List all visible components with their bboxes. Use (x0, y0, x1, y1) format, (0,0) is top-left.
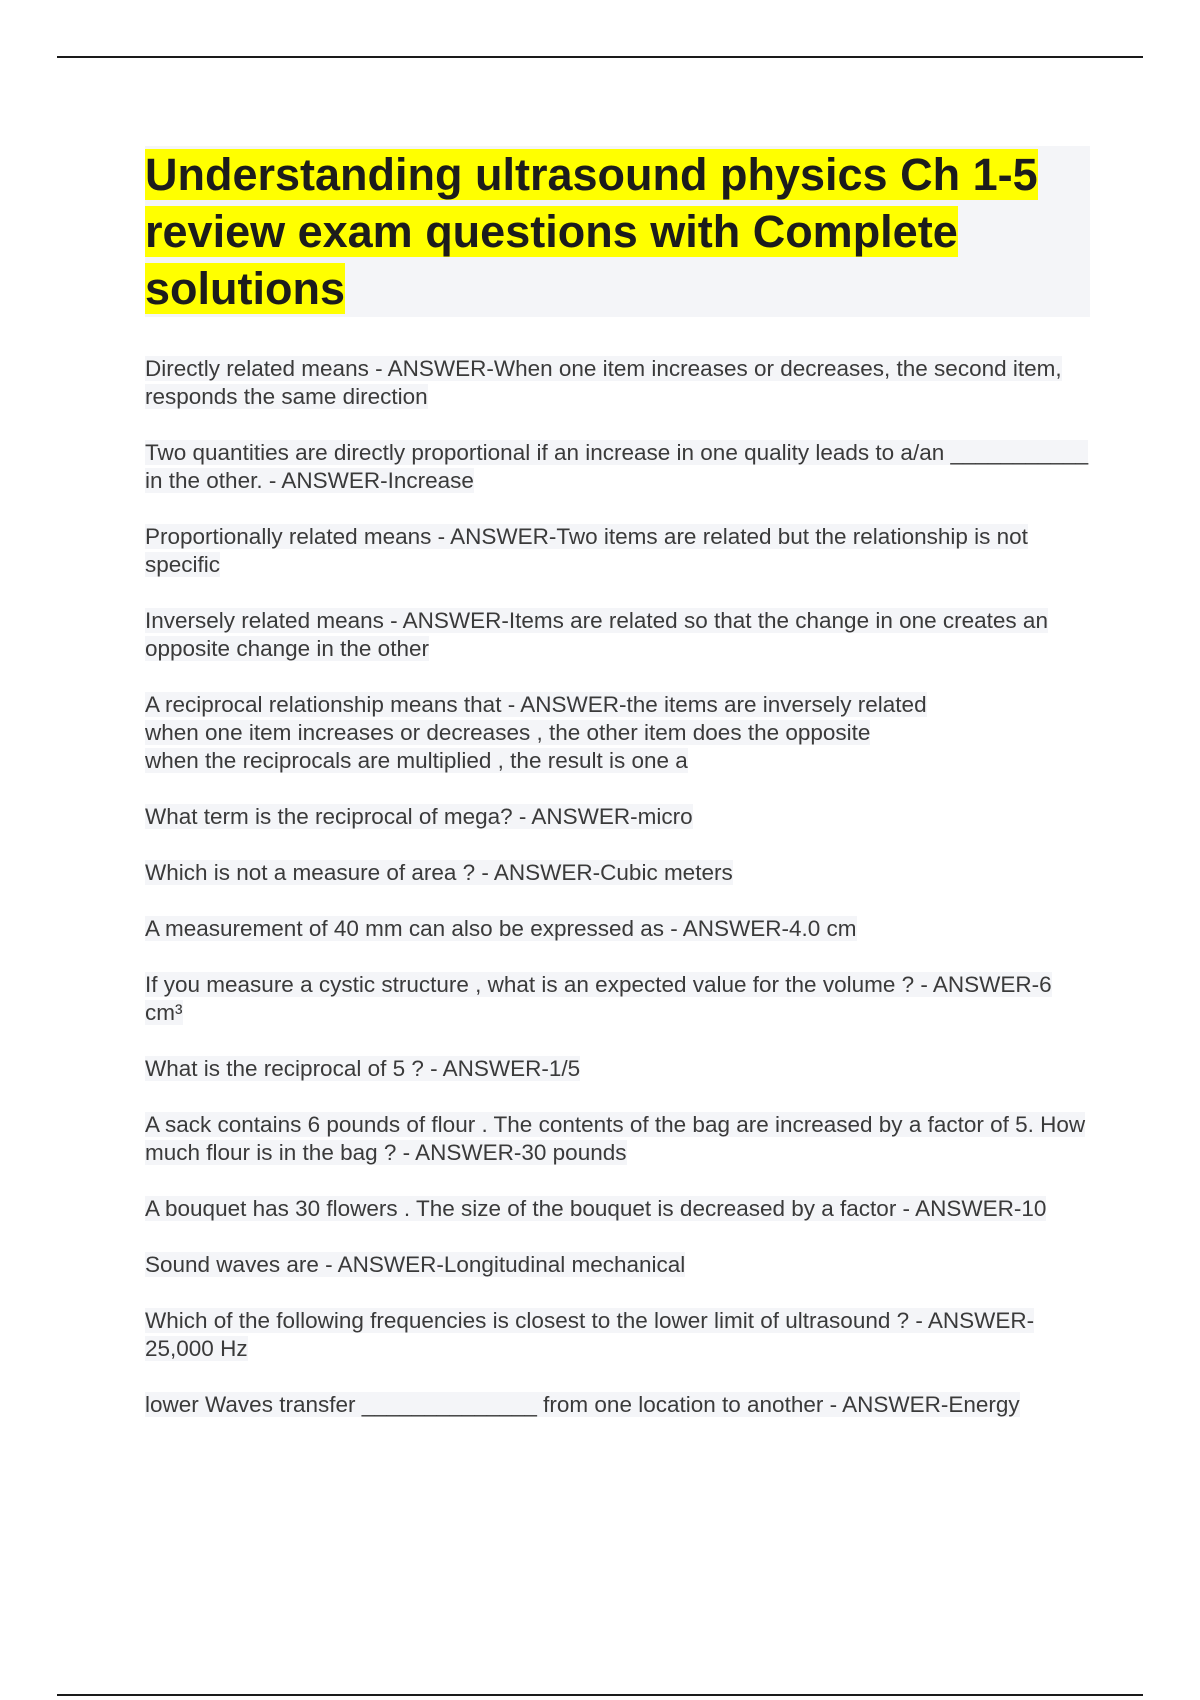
qa-item-text: A sack contains 6 pounds of flour . The contents of the bag are increased by a factor of 5. How much flour is in the bag ? - ANSWER-30 pounds (145, 1112, 1086, 1165)
title-block (145, 146, 1090, 317)
qa-item (145, 1111, 1090, 1167)
qa-item (145, 691, 1090, 775)
qa-item (145, 1055, 1090, 1083)
qa-item-text: Proportionally related means - ANSWER-Two items are related but the relationship is not specific (145, 524, 1028, 577)
top-rule (57, 56, 1143, 58)
qa-item (145, 859, 1090, 887)
qa-item-text: A reciprocal relationship means that - ANSWER-the items are inversely related when one item increases or decreases , the other item does the opposite when the reciprocals are multiplied , the result is one a (145, 692, 927, 773)
qa-item-text: Which is not a measure of area ? - ANSWER-Cubic meters (145, 860, 733, 885)
qa-item (145, 915, 1090, 943)
qa-item (145, 607, 1090, 663)
qa-item (145, 971, 1090, 1027)
qa-item (145, 1391, 1090, 1419)
document-body (145, 146, 1090, 1447)
qa-item-text: If you measure a cystic structure , what is an expected value for the volume ? - ANSWER-6 cm³ (145, 972, 1052, 1025)
document-title (145, 146, 1090, 317)
qa-item (145, 1307, 1090, 1363)
qa-item (145, 523, 1090, 579)
qa-item-text: Two quantities are directly proportional if an increase in one quality leads to a/an ___________ in the other. - ANSWER-Increase (145, 440, 1089, 493)
qa-item-text: A bouquet has 30 flowers . The size of the bouquet is decreased by a factor - ANSWER-10 (145, 1196, 1047, 1221)
document-title-text: Understanding ultrasound physics Ch 1-5 review exam questions with Complete solutions (145, 149, 1038, 314)
qa-item (145, 439, 1090, 495)
bottom-rule (57, 1694, 1143, 1696)
qa-item (145, 1251, 1090, 1279)
qa-item-text: Which of the following frequencies is closest to the lower limit of ultrasound ? - ANSWER-25,000 Hz (145, 1308, 1035, 1361)
qa-item-text: What term is the reciprocal of mega? - ANSWER-micro (145, 804, 693, 829)
qa-item-text: Inversely related means - ANSWER-Items are related so that the change in one creates an opposite change in the other (145, 608, 1048, 661)
qa-item (145, 803, 1090, 831)
qa-item (145, 1195, 1090, 1223)
qa-item-text: Directly related means - ANSWER-When one item increases or decreases, the second item, responds the same direction (145, 356, 1062, 409)
qa-list (145, 355, 1090, 1419)
qa-item-text: lower Waves transfer ______________ from one location to another - ANSWER-Energy (145, 1392, 1020, 1417)
qa-item-text: Sound waves are - ANSWER-Longitudinal mechanical (145, 1252, 686, 1277)
qa-item-text: A measurement of 40 mm can also be expressed as - ANSWER-4.0 cm (145, 916, 857, 941)
qa-item-text: What is the reciprocal of 5 ? - ANSWER-1/5 (145, 1056, 581, 1081)
qa-item (145, 355, 1090, 411)
